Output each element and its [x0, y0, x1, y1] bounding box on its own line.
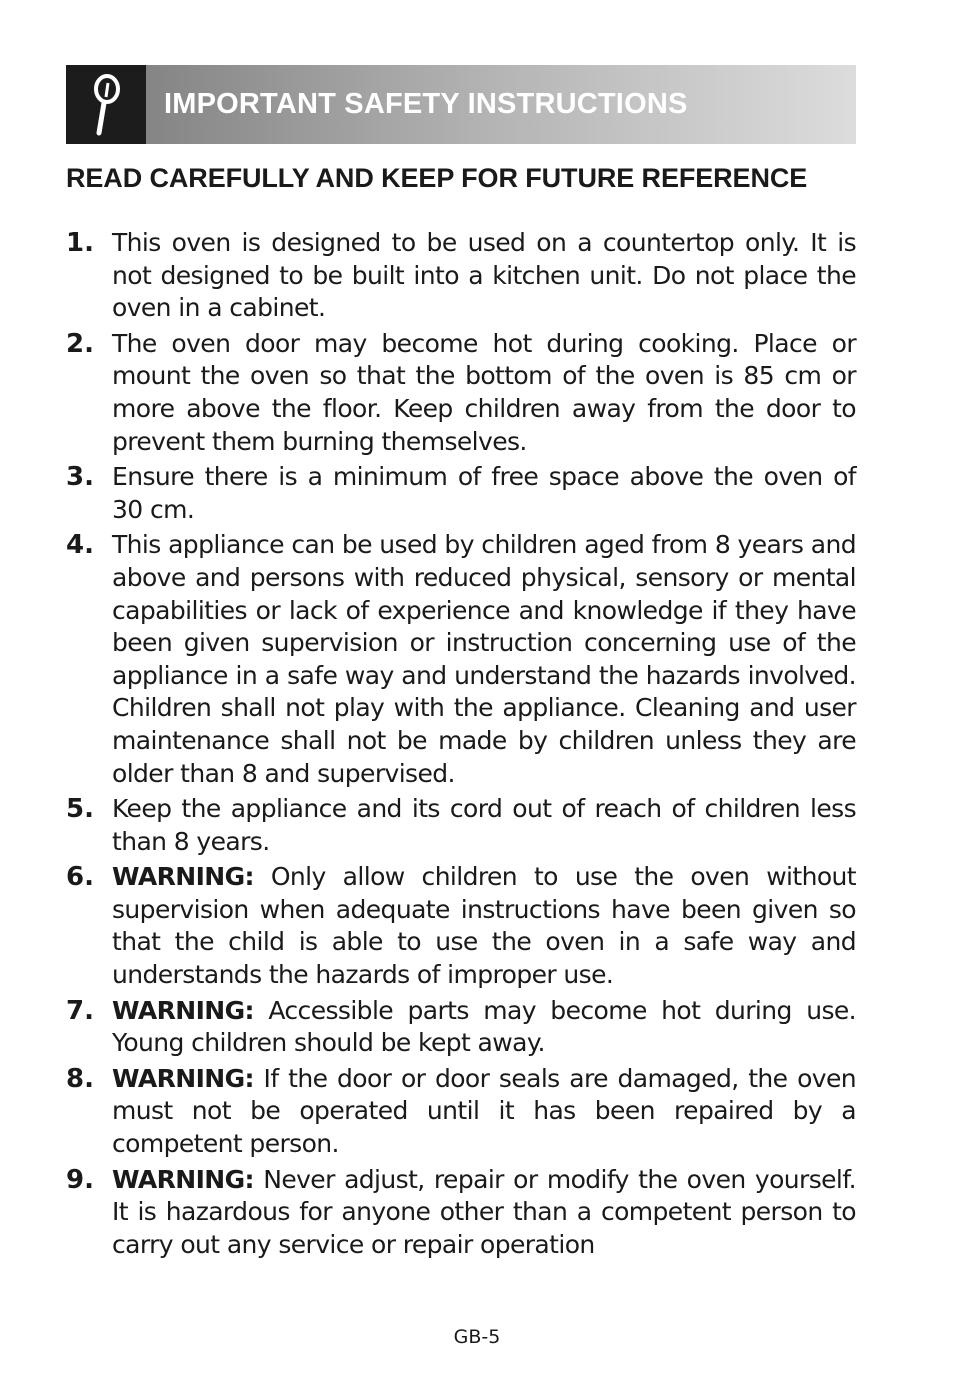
- list-item: [66, 328, 856, 458]
- page-subtitle: READ CAREFULLY AND KEEP FOR FUTURE REFERENCE: [66, 163, 808, 193]
- warning-label: WARNING:: [112, 1063, 254, 1093]
- item-text: [112, 793, 856, 858]
- item-number: 8.: [66, 1063, 94, 1094]
- item-body: Keep the appliance and its cord out of reach of children less than 8 years.: [112, 794, 856, 856]
- item-number: 4.: [66, 530, 94, 561]
- item-number: 5.: [66, 794, 94, 825]
- list-item: [66, 995, 856, 1060]
- item-number: 2.: [66, 328, 94, 359]
- header-icon-box: [66, 65, 146, 144]
- list-item: [66, 1164, 856, 1262]
- item-text: [112, 1063, 856, 1161]
- info-pin-icon: [86, 73, 126, 137]
- item-text: [112, 995, 856, 1060]
- instruction-list: [66, 227, 856, 1264]
- list-item: [66, 861, 856, 991]
- item-body: Ensure there is a minimum of free space above the oven of 30 cm.: [112, 462, 856, 524]
- item-number: 1.: [66, 228, 94, 258]
- header-title: IMPORTANT SAFETY INSTRUCTIONS: [164, 88, 688, 120]
- item-text: [112, 1164, 856, 1262]
- item-number: 7.: [66, 995, 94, 1026]
- item-text: [112, 227, 856, 325]
- item-body: If the door or door seals are damaged, the oven must not be operated until it has been repaired by a competent person.: [112, 1063, 856, 1159]
- item-number: 6.: [66, 862, 94, 893]
- item-text: [112, 529, 856, 790]
- item-text: [112, 461, 856, 526]
- section-header: [66, 65, 856, 144]
- page-number: GB-5: [453, 1326, 501, 1348]
- list-item: [66, 461, 856, 526]
- item-body: Never adjust, repair or modify the oven yourself. It is hazardous for anyone other than a competent person to carry out any service or repair operation: [112, 1164, 856, 1259]
- list-item: [66, 227, 856, 325]
- item-text: [112, 328, 856, 458]
- warning-label: WARNING:: [112, 995, 254, 1025]
- item-number: 3.: [66, 462, 94, 493]
- list-item: [66, 793, 856, 858]
- item-body: Accessible parts may become hot during use. Young children should be kept away.: [112, 995, 856, 1058]
- list-item: [66, 1063, 856, 1161]
- item-text: [112, 861, 856, 991]
- item-number: 9.: [66, 1164, 94, 1195]
- item-body: This appliance can be used by children aged from 8 years and above and persons with reduced physical, sensory or mental capabilities or lack of experience and knowledge if they have been given supervision or instruction concerning use of the appliance in a safe way and understand the hazards involved. Children shall not play with the appliance. Cleaning and user maintenance shall not be made by children unless they are older than 8 and supervised.: [112, 530, 856, 788]
- item-body: The oven door may become hot during cooking. Place or mount the oven so that the bottom of the oven is 85 cm or more above the floor. Keep children away from the door to prevent them burning themselves.: [112, 328, 856, 456]
- list-item: [66, 529, 856, 790]
- item-body: This oven is designed to be used on a countertop only. It is not designed to be built into a kitchen unit. Do not place the oven in a cabinet.: [112, 228, 856, 323]
- warning-label: WARNING:: [112, 1164, 254, 1194]
- warning-label: WARNING:: [112, 862, 254, 892]
- item-body: Only allow children to use the oven without supervision when adequate instructions have been given so that the child is able to use the oven in a safe way and understands the hazards of improper use.: [112, 862, 856, 990]
